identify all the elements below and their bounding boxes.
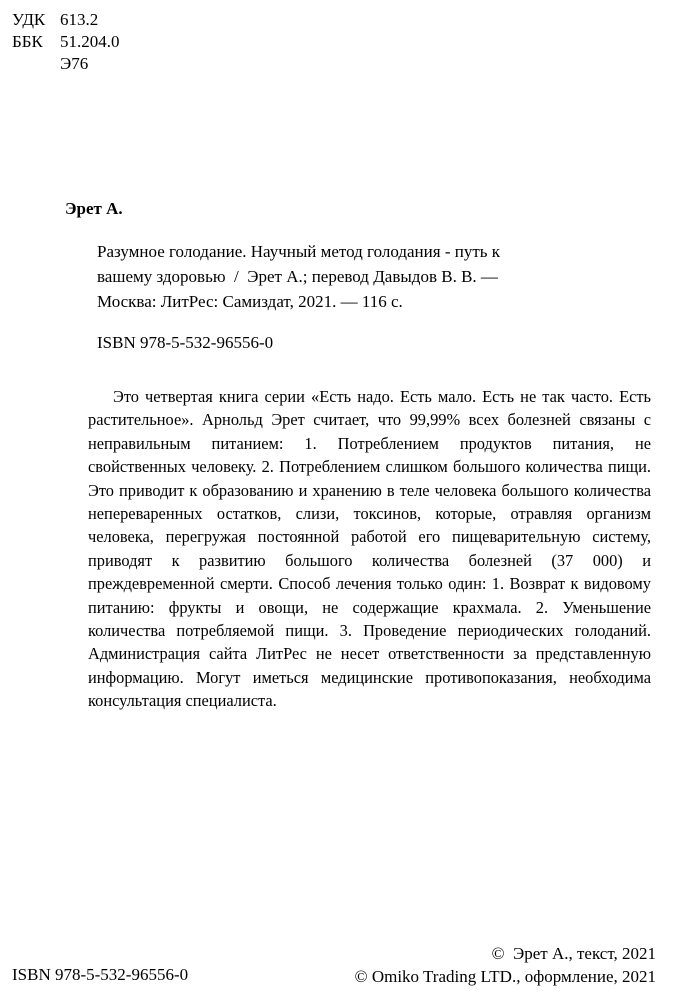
bbk-row xyxy=(12,31,120,53)
classification-codes xyxy=(12,9,120,75)
udk-label: УДК xyxy=(12,10,46,29)
copyright-design: © Omiko Trading LTD., оформление, 2021 xyxy=(354,967,656,986)
author-heading: Эрет А. xyxy=(65,199,123,218)
copyright-block xyxy=(355,942,656,988)
isbn-main: ISBN 978-5-532-96556-0 xyxy=(97,333,274,352)
udk-row xyxy=(12,9,120,31)
biblio-line-1: Разумное голодание. Научный метод голодания - путь к xyxy=(97,242,501,261)
abstract-text: Это четвертая книга серии «Есть надо. Есть мало. Есть не так часто. Есть растительное». Арнольд Эрет считает, что 99,99% всех болезней связаны с неправильным питанием: 1. Потреблением продуктов питания, не свойственных человеку. 2. Потреблением слишком большого количества пищи. Это приводит к образованию и хранению в теле человека большого количества непереваренных остатков, слизи, токсинов, которые, отравляя организм человека, перегружая постоянной работой его пищеварительную систему, приводят к развитию большого количества болезней (37 000) и преждевременной смерти. Способ лечения только один: 1. Возврат к видовому питанию: фрукты и овощи, не содержащие крахмала. 2. Уменьшение количества потребляемой пищи. 3. Проведение периодических голоданий. Администрация сайта ЛитРес не несет ответственности за представленную информацию. Могут иметься медицинские противопоказания, необходима консультация специалиста. xyxy=(88,387,651,711)
udk-value: 613.2 xyxy=(60,10,99,29)
author-mark-row xyxy=(12,53,120,75)
bibliographic-description xyxy=(97,239,657,314)
copyright-text: © Эрет А., текст, 2021 xyxy=(491,944,656,963)
biblio-line-2: вашему здоровью / Эрет А.; перевод Давыдов В. В. — xyxy=(97,267,498,286)
bbk-label: ББК xyxy=(12,32,43,51)
bbk-value: 51.204.0 xyxy=(60,32,120,51)
biblio-line-3: Москва: ЛитРес: Самиздат, 2021. — 116 с. xyxy=(97,292,403,311)
author-mark: Э76 xyxy=(60,54,89,73)
isbn-bottom: ISBN 978-5-532-96556-0 xyxy=(12,965,189,984)
